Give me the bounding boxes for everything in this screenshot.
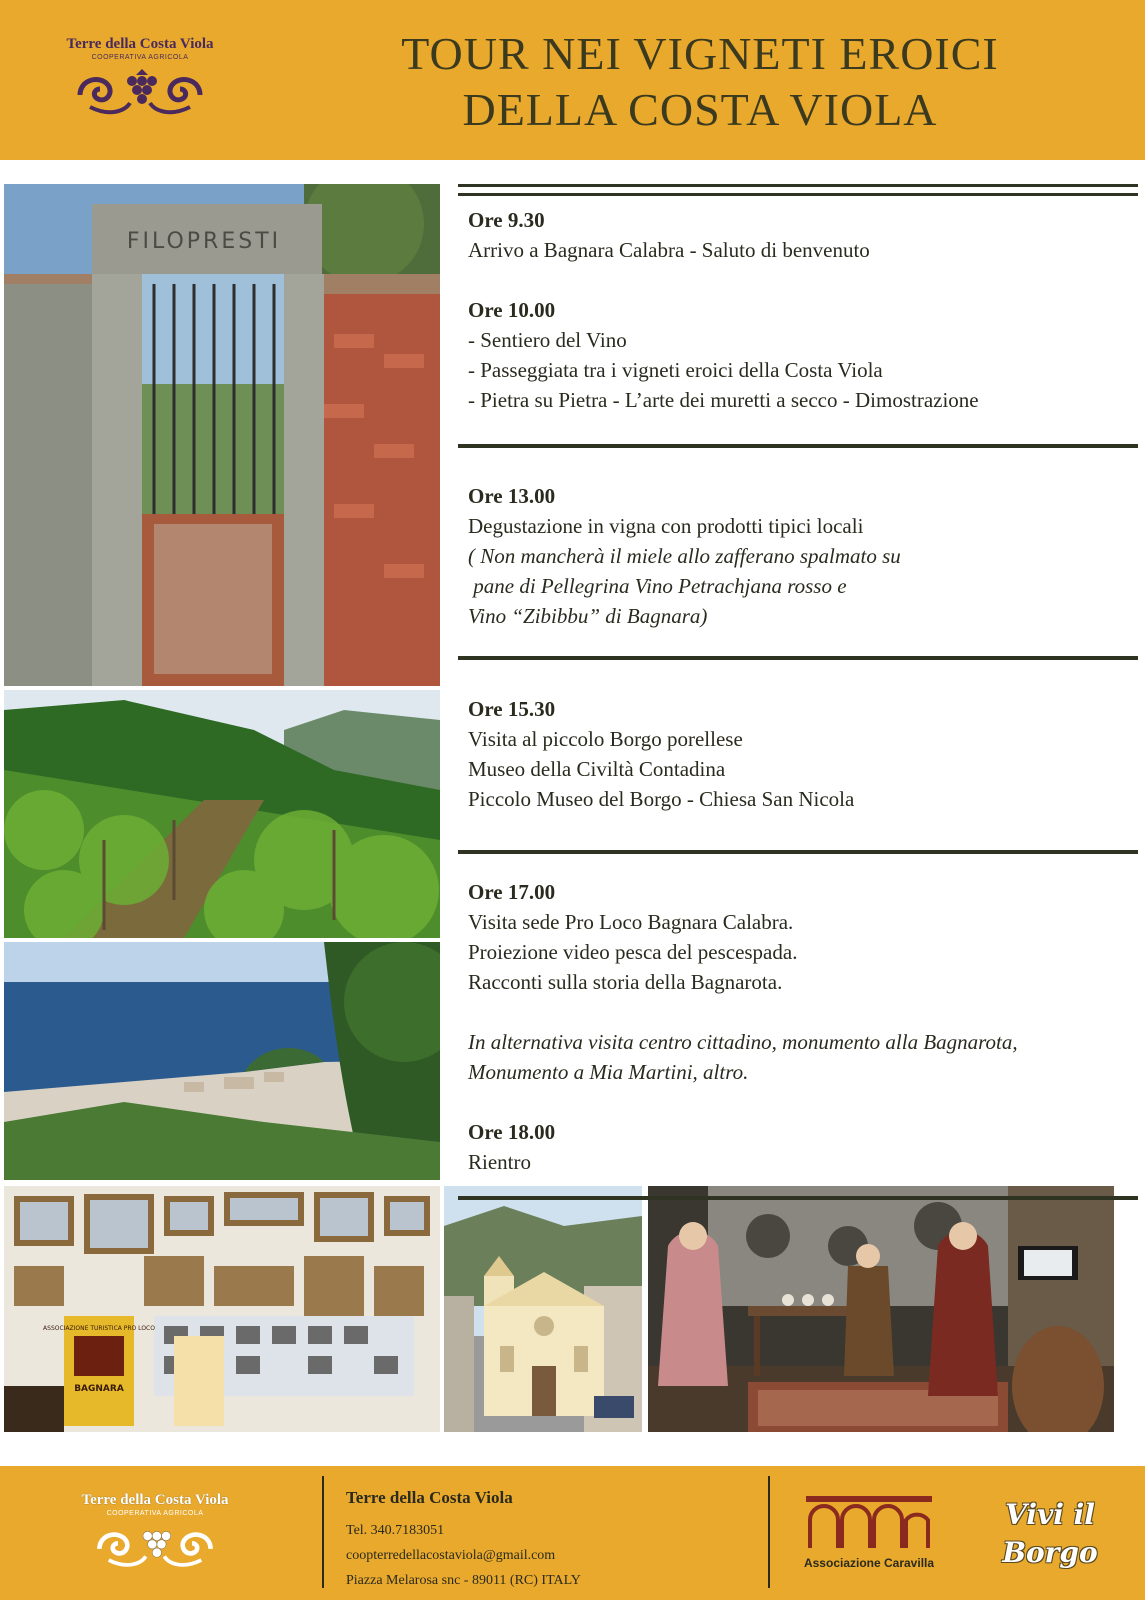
schedule-line: Degustazione in vigna con prodotti tipici locali [468, 514, 864, 538]
footer-divider [322, 1476, 324, 1588]
header-banner [0, 0, 1145, 164]
association-label: Associazione Caravilla [803, 1556, 935, 1570]
schedule-note: pane di Pellegrina Vino Petrachjana rosso e [468, 574, 847, 598]
vivi-line-1: Vivi il [1005, 1498, 1095, 1531]
banner-city: BAGNARA [74, 1384, 124, 1394]
page-title [280, 26, 1120, 138]
schedule-divider [458, 656, 1138, 660]
schedule-line: - Sentiero del Vino [468, 328, 627, 352]
photo-vineyard-gate [4, 184, 440, 686]
arches-icon [804, 1494, 934, 1550]
schedule-note: ( Non mancherà il miele allo zafferano spalmato su [468, 544, 901, 568]
photo-museum-wall [4, 1186, 440, 1432]
brand-logo [40, 36, 240, 121]
schedule-note: Monumento a Mia Martini, altro. [468, 1060, 749, 1084]
schedule-time: Ore 10.00 [468, 298, 556, 322]
schedule-item [468, 481, 1138, 631]
logo-subtitle: COOPERATIVA AGRICOLA [91, 54, 189, 61]
vivi-line-2: Borgo [1002, 1536, 1098, 1569]
schedule-line: - Pietra su Pietra - L’arte dei muretti a secco - Dimostrazione [468, 388, 979, 412]
logo-name: Terre della Costa Viola [66, 36, 214, 52]
schedule-item [468, 694, 1138, 814]
grape-emblem-icon [70, 67, 210, 121]
photo-church-san-nicola [444, 1186, 642, 1432]
schedule-time: Ore 15.30 [468, 697, 556, 721]
schedule-time: Ore 18.00 [468, 1120, 556, 1144]
banner-text: ASSOCIAZIONE TURISTICA PRO LOCO [43, 1325, 155, 1332]
gate-inscription: FILOPRESTI [126, 229, 282, 254]
schedule-line: - Passeggiata tra i vigneti eroici della Costa Viola [468, 358, 883, 382]
footer-brand-logo [60, 1492, 250, 1573]
schedule-divider [458, 444, 1138, 448]
schedule-line: Proiezione video pesca del pescespada. [468, 940, 798, 964]
schedule-line: Museo della Civiltà Contadina [468, 757, 726, 781]
schedule-line: Arrivo a Bagnara Calabra - Saluto di benvenuto [468, 238, 870, 262]
footer-logo-name: Terre della Costa Viola [81, 1492, 229, 1508]
photo-terraced-vineyard [4, 690, 440, 938]
title-line-2: DELLA COSTA VIOLA [462, 84, 938, 135]
schedule-divider [458, 850, 1138, 854]
vivi-il-borgo-logo [990, 1496, 1110, 1572]
schedule-divider [458, 1196, 1138, 1200]
contact-info [346, 1488, 581, 1593]
schedule-line: Visita sede Pro Loco Bagnara Calabra. [468, 910, 794, 934]
footer-banner [0, 1466, 1145, 1600]
contact-email: coopterredellacostaviola@gmail.com [346, 1548, 556, 1563]
association-logo [794, 1494, 944, 1570]
contact-address: Piazza Melarosa snc - 89011 (RC) ITALY [346, 1573, 581, 1588]
photo-museum-peasant-life [648, 1186, 1114, 1432]
schedule-rule-top-2 [458, 193, 1138, 196]
schedule-time: Ore 17.00 [468, 880, 556, 904]
schedule-time: Ore 13.00 [468, 484, 556, 508]
footer-logo-subtitle: COOPERATIVA AGRICOLA [106, 1510, 204, 1517]
schedule-line: Piccolo Museo del Borgo - Chiesa San Nicola [468, 787, 855, 811]
schedule-line: Rientro [468, 1150, 531, 1174]
schedule-time: Ore 9.30 [468, 208, 545, 232]
schedule-item [468, 205, 1138, 415]
schedule-rule-top-1 [458, 184, 1138, 187]
schedule-line: Racconti sulla storia della Bagnarota. [468, 970, 783, 994]
title-line-1: TOUR NEI VIGNETI EROICI [401, 28, 999, 79]
schedule-note: In alternativa visita centro cittadino, monumento alla Bagnarota, [468, 1030, 1018, 1054]
footer-divider [768, 1476, 770, 1588]
schedule-note: Vino “Zibibbu” di Bagnara) [468, 604, 708, 628]
grape-emblem-icon [90, 1523, 220, 1573]
contact-title: Terre della Costa Viola [346, 1488, 513, 1507]
photo-sea-view [4, 942, 440, 1180]
schedule-line: Visita al piccolo Borgo porellese [468, 727, 743, 751]
contact-phone: Tel. 340.7183051 [346, 1523, 445, 1538]
schedule-item [468, 877, 1138, 1177]
